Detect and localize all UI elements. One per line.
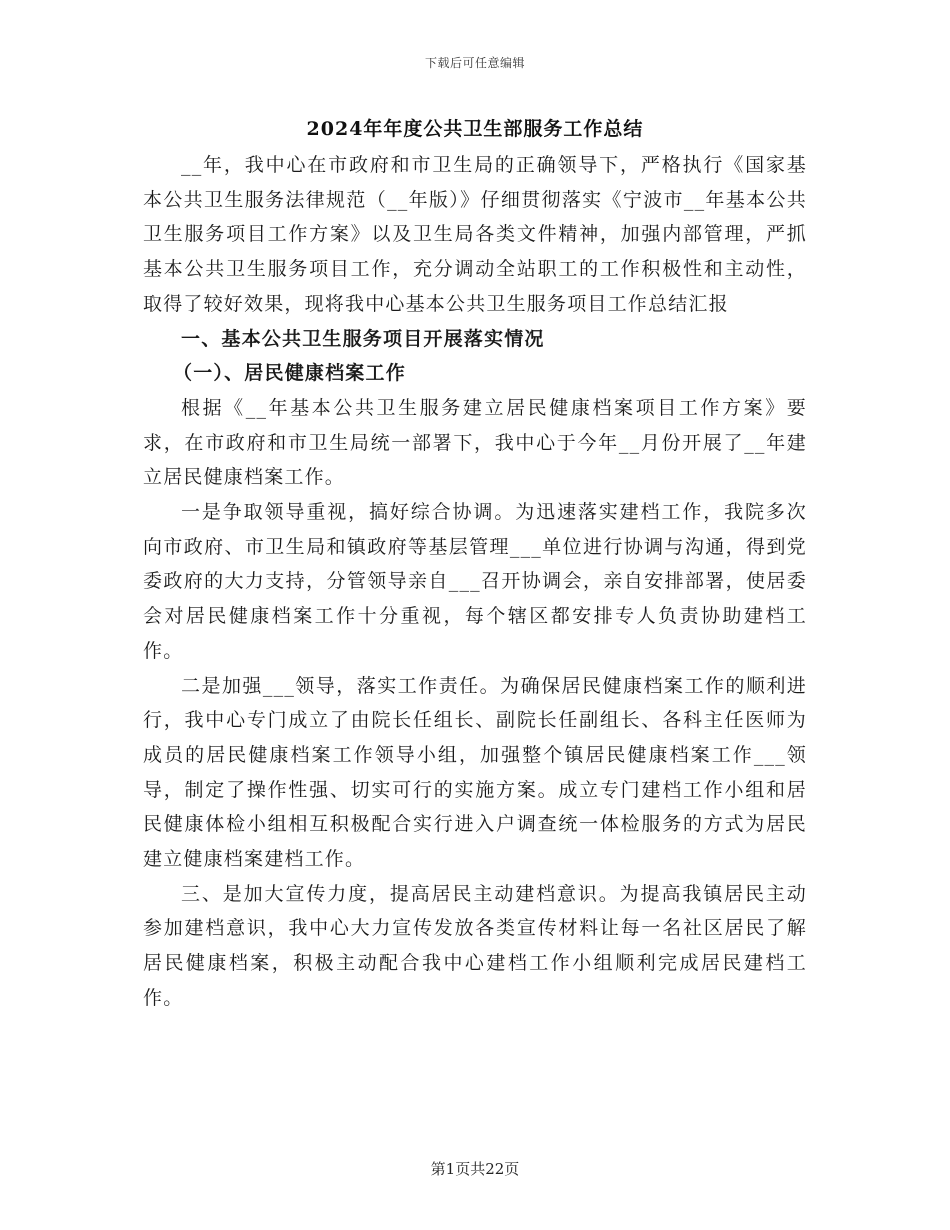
subsection-heading: （一）、居民健康档案工作 xyxy=(173,362,406,385)
body-paragraph: 三、是加大宣传力度，提高居民主动建档意识。为提高我镇居民主动参加建档意识，我中心大力宣传发放各类宣传材料让每一名社区居民了解居民健康档案，积极主动配合我中心建档工作小组顺利完成居民建档工作。 xyxy=(143,882,807,1009)
section-heading: 一、基本公共卫生服务项目开展落实情况 xyxy=(181,327,545,350)
body-paragraph: 二是加强___领导，落实工作责任。为确保居民健康档案工作的顺利进行，我中心专门成立了由院长任组长、副院长任副组长、各科主任医师为成员的居民健康档案工作领导小组，加强整个镇居民健康档案工作___领导，制定了操作性强、切实可行的实施方案。成立专门建档工作小组和居民健康体检小组相互积极配合实行进入户调查统一体检服务的方式为居民建立健康档案建档工作。 xyxy=(143,674,807,871)
page-footer: 第1页共22页 xyxy=(430,1160,520,1178)
document-title: 2024年年度公共卫生部服务工作总结 xyxy=(306,118,644,140)
intro-paragraph: __年，我中心在市政府和市卫生局的正确领导下，严格执行《国家基本公共卫生服务法律规范（__年版）》仔细贯彻落实《宁波市__年基本公共卫生服务项目工作方案》以及卫生局各类文件精神，加强内部管理，严抓基本公共卫生服务项目工作，充分调动全站职工的工作积极性和主动性，取得了较好效果，现将我中心基本公共卫生服务项目工作总结汇报 xyxy=(143,154,807,315)
header-note: 下载后可任意编辑 xyxy=(424,56,525,70)
body-paragraph: 根据《__年基本公共卫生服务建立居民健康档案项目工作方案》要求，在市政府和市卫生局统一部署下，我中心于今年__月份开展了__年建立居民健康档案工作。 xyxy=(143,396,807,489)
document-body xyxy=(143,148,807,1016)
body-paragraph: 一是争取领导重视，搞好综合协调。为迅速落实建档工作，我院多次向市政府、市卫生局和镇政府等基层管理___单位进行协调与沟通，得到党委政府的大力支持，分管领导亲自___召开协调会，亲自安排部署，使居委会对居民健康档案工作十分重视，每个辖区都安排专人负责协助建档工作。 xyxy=(143,501,807,662)
